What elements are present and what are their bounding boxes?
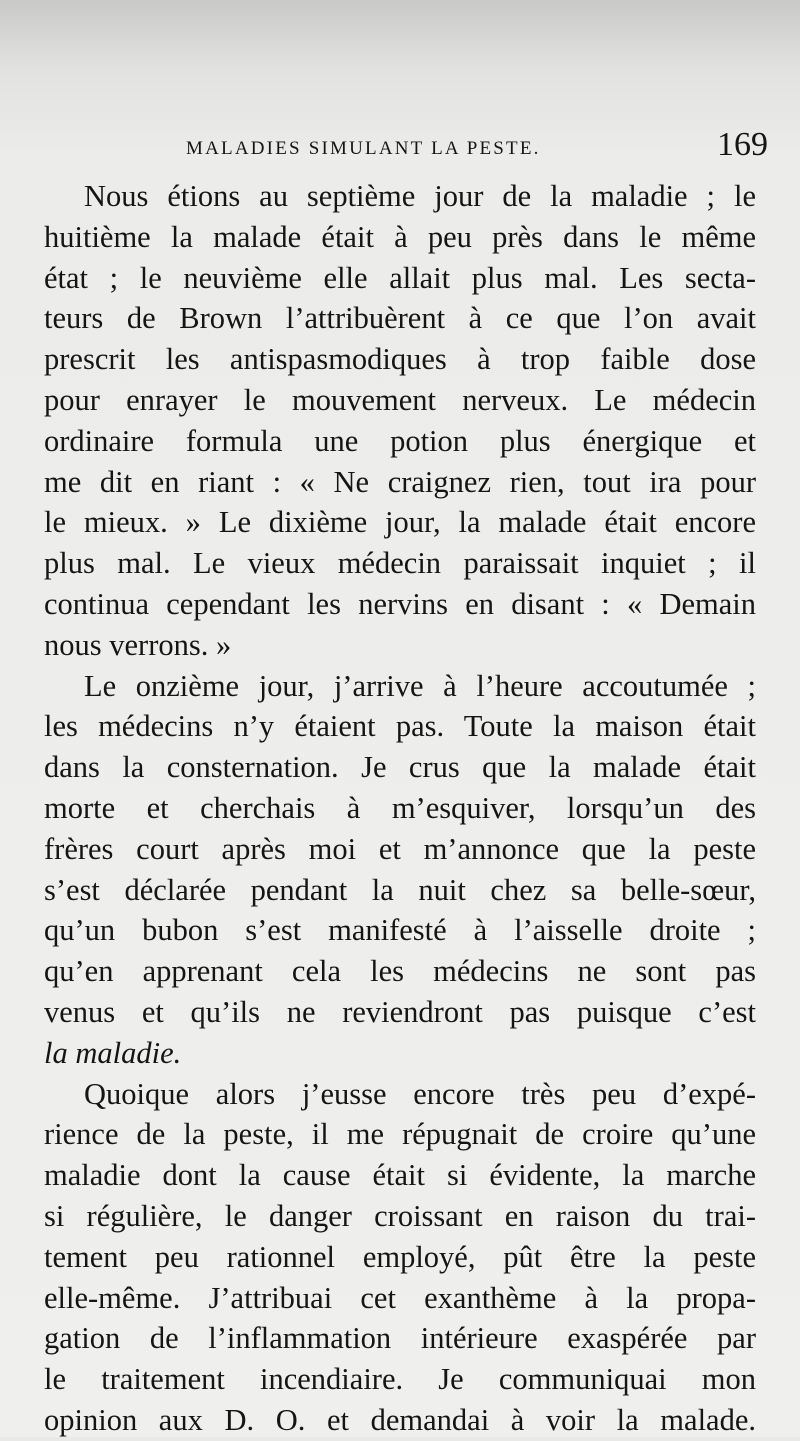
page-number: 169 bbox=[717, 126, 768, 163]
text-line: elle-même. J’attribuai cet exanthème à la propa- bbox=[44, 1280, 756, 1315]
page-header bbox=[186, 126, 786, 172]
text-line: huitième la malade était à peu près dans le même bbox=[44, 219, 756, 254]
text-line: le mieux. » Le dixième jour, la malade était encore bbox=[44, 505, 756, 540]
text-line: me dit en riant : « Ne craignez rien, tout ira pour bbox=[44, 464, 756, 499]
text-line: Le onzième jour, j’arrive à l’heure accoutumée ; bbox=[84, 668, 756, 703]
text-line: ordinaire formula une potion plus énergique et bbox=[44, 423, 756, 458]
text-line: maladie dont la cause était si évidente, la marche bbox=[44, 1158, 756, 1193]
text-line: dans la consternation. Je crus que la malade était bbox=[44, 750, 756, 785]
text-line: prescrit les antispasmodiques à trop faible dose bbox=[44, 342, 756, 377]
text-line: si régulière, le danger croissant en raison du trai- bbox=[44, 1198, 756, 1233]
text-line-italic: la maladie. bbox=[44, 1035, 182, 1070]
text-line: tement peu rationnel employé, pût être la peste bbox=[44, 1239, 756, 1274]
text-line: rience de la peste, il me répugnait de croire qu’une bbox=[44, 1117, 756, 1152]
paragraph-3 bbox=[44, 1074, 756, 1441]
text-line: qu’un bubon s’est manifesté à l’aisselle droite ; bbox=[44, 913, 756, 948]
body-text bbox=[44, 176, 756, 1441]
text-line: nous verrons. » bbox=[44, 627, 232, 662]
text-line: pour enrayer le mouvement nerveux. Le médecin bbox=[44, 382, 756, 417]
text-line: morte et cherchais à m’esquiver, lorsqu’un des bbox=[44, 790, 756, 825]
text-line: Nous étions au septième jour de la maladie ; le bbox=[84, 179, 756, 213]
text-line: plus mal. Le vieux médecin paraissait inquiet ; il bbox=[44, 546, 756, 581]
paragraph-2 bbox=[44, 666, 756, 1074]
text-line: teurs de Brown l’attribuèrent à ce que l’on avait bbox=[44, 301, 756, 336]
text-line: s’est déclarée pendant la nuit chez sa belle-sœur, bbox=[44, 872, 756, 907]
text-line: Quoique alors j’eusse encore très peu d’expé- bbox=[84, 1076, 756, 1111]
text-line: opinion aux D. O. et demandai à voir la malade. bbox=[44, 1402, 756, 1437]
text-line: les médecins n’y étaient pas. Toute la maison était bbox=[44, 709, 756, 744]
running-head: MALADIES SIMULANT LA PESTE. bbox=[186, 138, 541, 159]
paragraph-1 bbox=[44, 176, 756, 666]
text-line: gation de l’inflammation intérieure exaspérée par bbox=[44, 1321, 756, 1356]
text-line: qu’en apprenant cela les médecins ne sont pas bbox=[44, 954, 756, 989]
text-line: venus et qu’ils ne reviendront pas puisque c’est bbox=[44, 994, 756, 1029]
text-line: frères court après moi et m’annonce que la peste bbox=[44, 831, 756, 866]
text-line: le traitement incendiaire. Je communiquai mon bbox=[44, 1362, 756, 1397]
text-line: état ; le neuvième elle allait plus mal. Les secta- bbox=[44, 260, 756, 295]
text-line: continua cependant les nervins en disant : « Demain bbox=[44, 586, 756, 621]
